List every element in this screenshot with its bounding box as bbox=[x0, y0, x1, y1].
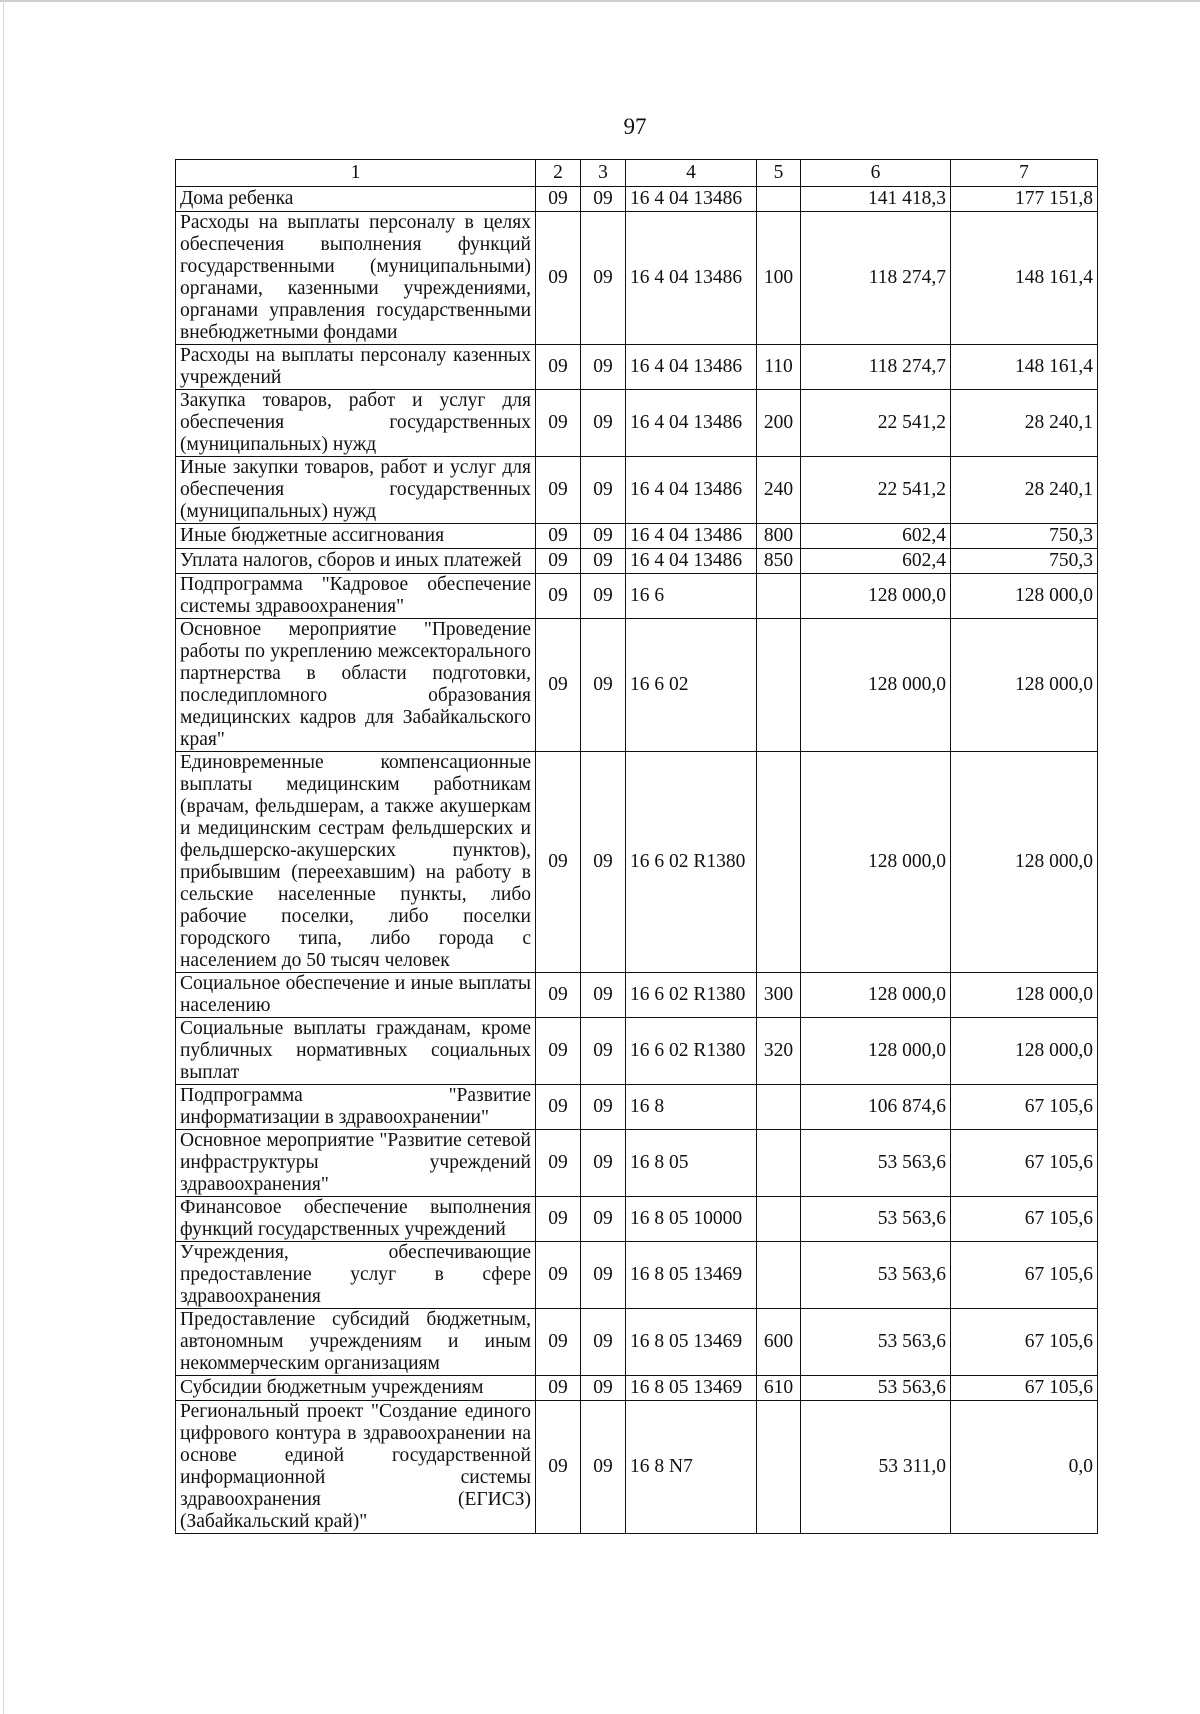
row-subsection-code: 09 bbox=[581, 549, 626, 574]
row-name: Предоставление субсидий бюджетным, автономным учреждениям и иным некоммерческим организациям bbox=[176, 1309, 536, 1376]
row-amount-year-2: 67 105,6 bbox=[951, 1130, 1098, 1197]
row-name: Единовременные компенсационные выплаты медицинским работникам (врачам, фельдшерам, а также акушеркам и медицинским сестрам фельдшерских и фельдшерско-акушерских пунктов), прибывшим (переехавшим) на работу в сельские населенные пункты, либо рабочие поселки, либо поселки городского типа, либо города с населением до 50 тысяч человек bbox=[176, 752, 536, 973]
row-amount-year-2: 67 105,6 bbox=[951, 1197, 1098, 1242]
row-target-code: 16 8 05 13469 bbox=[626, 1242, 757, 1309]
row-amount-year-1: 128 000,0 bbox=[801, 752, 951, 973]
table-row bbox=[176, 619, 1098, 752]
row-subsection-code: 09 bbox=[581, 619, 626, 752]
row-section-code: 09 bbox=[536, 524, 581, 549]
row-section-code: 09 bbox=[536, 1309, 581, 1376]
row-amount-year-2: 67 105,6 bbox=[951, 1309, 1098, 1376]
row-expense-type bbox=[757, 752, 801, 973]
row-section-code: 09 bbox=[536, 574, 581, 619]
row-expense-type bbox=[757, 187, 801, 212]
row-amount-year-1: 22 541,2 bbox=[801, 457, 951, 524]
table-row bbox=[176, 1130, 1098, 1197]
row-name: Основное мероприятие "Проведение работы по укреплению межсекторального партнерства в области подготовки, последипломного образования медицинских кадров для Забайкальского края" bbox=[176, 619, 536, 752]
row-amount-year-2: 128 000,0 bbox=[951, 973, 1098, 1018]
row-section-code: 09 bbox=[536, 1197, 581, 1242]
row-amount-year-1: 118 274,7 bbox=[801, 212, 951, 345]
header-col-4: 4 bbox=[626, 160, 757, 187]
row-section-code: 09 bbox=[536, 1018, 581, 1085]
row-target-code: 16 8 05 10000 bbox=[626, 1197, 757, 1242]
row-target-code: 16 4 04 13486 bbox=[626, 390, 757, 457]
table-row bbox=[176, 1376, 1098, 1401]
row-amount-year-2: 128 000,0 bbox=[951, 752, 1098, 973]
row-name: Закупка товаров, работ и услуг для обеспечения государственных (муниципальных) нужд bbox=[176, 390, 536, 457]
row-target-code: 16 4 04 13486 bbox=[626, 524, 757, 549]
table-row bbox=[176, 973, 1098, 1018]
row-name: Социальные выплаты гражданам, кроме публичных нормативных социальных выплат bbox=[176, 1018, 536, 1085]
row-name: Учреждения, обеспечивающие предоставление услуг в сфере здравоохранения bbox=[176, 1242, 536, 1309]
header-col-2: 2 bbox=[536, 160, 581, 187]
table-row bbox=[176, 1197, 1098, 1242]
header-col-1: 1 bbox=[176, 160, 536, 187]
row-subsection-code: 09 bbox=[581, 187, 626, 212]
row-subsection-code: 09 bbox=[581, 345, 626, 390]
row-target-code: 16 8 N7 bbox=[626, 1401, 757, 1534]
row-amount-year-2: 67 105,6 bbox=[951, 1242, 1098, 1309]
row-target-code: 16 4 04 13486 bbox=[626, 457, 757, 524]
row-subsection-code: 09 bbox=[581, 1242, 626, 1309]
row-name: Иные бюджетные ассигнования bbox=[176, 524, 536, 549]
budget-table bbox=[175, 159, 1098, 1534]
row-amount-year-2: 148 161,4 bbox=[951, 345, 1098, 390]
row-amount-year-1: 128 000,0 bbox=[801, 574, 951, 619]
row-target-code: 16 4 04 13486 bbox=[626, 212, 757, 345]
scan-edge-left bbox=[3, 0, 4, 1714]
row-target-code: 16 8 bbox=[626, 1085, 757, 1130]
table-row bbox=[176, 1085, 1098, 1130]
row-expense-type bbox=[757, 574, 801, 619]
table-row bbox=[176, 1309, 1098, 1376]
header-col-6: 6 bbox=[801, 160, 951, 187]
row-amount-year-1: 53 563,6 bbox=[801, 1130, 951, 1197]
row-section-code: 09 bbox=[536, 390, 581, 457]
row-section-code: 09 bbox=[536, 752, 581, 973]
row-amount-year-2: 128 000,0 bbox=[951, 574, 1098, 619]
row-subsection-code: 09 bbox=[581, 1130, 626, 1197]
row-amount-year-1: 53 563,6 bbox=[801, 1376, 951, 1401]
table-row bbox=[176, 1018, 1098, 1085]
row-target-code: 16 4 04 13486 bbox=[626, 345, 757, 390]
row-subsection-code: 09 bbox=[581, 524, 626, 549]
row-name: Финансовое обеспечение выполнения функций государственных учреждений bbox=[176, 1197, 536, 1242]
row-amount-year-1: 53 563,6 bbox=[801, 1197, 951, 1242]
row-name: Иные закупки товаров, работ и услуг для обеспечения государственных (муниципальных) нужд bbox=[176, 457, 536, 524]
row-amount-year-1: 128 000,0 bbox=[801, 619, 951, 752]
row-name: Субсидии бюджетным учреждениям bbox=[176, 1376, 536, 1401]
row-name: Подпрограмма "Развитие информатизации в здравоохранении" bbox=[176, 1085, 536, 1130]
row-target-code: 16 6 02 R1380 bbox=[626, 1018, 757, 1085]
table-row bbox=[176, 187, 1098, 212]
table-row bbox=[176, 212, 1098, 345]
row-expense-type: 610 bbox=[757, 1376, 801, 1401]
table-body bbox=[176, 187, 1098, 1534]
row-name: Региональный проект "Создание единого цифрового контура в здравоохранении на основе единой государственной информационной системы здравоохранения (ЕГИСЗ) (Забайкальский край)" bbox=[176, 1401, 536, 1534]
row-expense-type: 200 bbox=[757, 390, 801, 457]
table-row bbox=[176, 390, 1098, 457]
row-name: Социальное обеспечение и иные выплаты населению bbox=[176, 973, 536, 1018]
row-name: Расходы на выплаты персоналу в целях обеспечения выполнения функций государственными (муниципальными) органами, казенными учреждениями, органами управления государственными внебюджетными фондами bbox=[176, 212, 536, 345]
row-subsection-code: 09 bbox=[581, 973, 626, 1018]
row-expense-type: 600 bbox=[757, 1309, 801, 1376]
row-expense-type: 100 bbox=[757, 212, 801, 345]
row-amount-year-2: 750,3 bbox=[951, 549, 1098, 574]
row-amount-year-2: 128 000,0 bbox=[951, 1018, 1098, 1085]
row-target-code: 16 6 02 bbox=[626, 619, 757, 752]
row-section-code: 09 bbox=[536, 212, 581, 345]
table-row bbox=[176, 345, 1098, 390]
row-section-code: 09 bbox=[536, 619, 581, 752]
header-col-3: 3 bbox=[581, 160, 626, 187]
row-subsection-code: 09 bbox=[581, 574, 626, 619]
row-amount-year-2: 67 105,6 bbox=[951, 1085, 1098, 1130]
header-row bbox=[176, 160, 1098, 187]
row-subsection-code: 09 bbox=[581, 752, 626, 973]
row-amount-year-1: 53 311,0 bbox=[801, 1401, 951, 1534]
header-col-5: 5 bbox=[757, 160, 801, 187]
row-target-code: 16 8 05 13469 bbox=[626, 1309, 757, 1376]
row-section-code: 09 bbox=[536, 1401, 581, 1534]
row-subsection-code: 09 bbox=[581, 1018, 626, 1085]
row-amount-year-1: 141 418,3 bbox=[801, 187, 951, 212]
row-section-code: 09 bbox=[536, 549, 581, 574]
row-subsection-code: 09 bbox=[581, 1376, 626, 1401]
table-row bbox=[176, 524, 1098, 549]
row-expense-type bbox=[757, 1197, 801, 1242]
row-amount-year-1: 128 000,0 bbox=[801, 1018, 951, 1085]
row-name: Уплата налогов, сборов и иных платежей bbox=[176, 549, 536, 574]
row-amount-year-2: 750,3 bbox=[951, 524, 1098, 549]
row-name: Основное мероприятие "Развитие сетевой инфраструктуры учреждений здравоохранения" bbox=[176, 1130, 536, 1197]
row-amount-year-2: 148 161,4 bbox=[951, 212, 1098, 345]
row-section-code: 09 bbox=[536, 1376, 581, 1401]
table-row bbox=[176, 457, 1098, 524]
row-target-code: 16 8 05 bbox=[626, 1130, 757, 1197]
row-section-code: 09 bbox=[536, 187, 581, 212]
table-row bbox=[176, 574, 1098, 619]
page-number: 97 bbox=[623, 114, 647, 139]
row-target-code: 16 4 04 13486 bbox=[626, 549, 757, 574]
scan-edge-top bbox=[0, 0, 1200, 2]
row-target-code: 16 6 bbox=[626, 574, 757, 619]
row-subsection-code: 09 bbox=[581, 1401, 626, 1534]
row-name: Дома ребенка bbox=[176, 187, 536, 212]
row-expense-type: 850 bbox=[757, 549, 801, 574]
row-expense-type: 110 bbox=[757, 345, 801, 390]
header-col-7: 7 bbox=[951, 160, 1098, 187]
row-name: Подпрограмма "Кадровое обеспечение системы здравоохранения" bbox=[176, 574, 536, 619]
row-expense-type: 300 bbox=[757, 973, 801, 1018]
row-target-code: 16 6 02 R1380 bbox=[626, 752, 757, 973]
row-expense-type bbox=[757, 1085, 801, 1130]
row-expense-type: 800 bbox=[757, 524, 801, 549]
row-amount-year-1: 118 274,7 bbox=[801, 345, 951, 390]
row-expense-type bbox=[757, 1242, 801, 1309]
row-subsection-code: 09 bbox=[581, 1197, 626, 1242]
row-expense-type: 240 bbox=[757, 457, 801, 524]
row-amount-year-1: 53 563,6 bbox=[801, 1242, 951, 1309]
row-amount-year-2: 67 105,6 bbox=[951, 1376, 1098, 1401]
row-amount-year-2: 177 151,8 bbox=[951, 187, 1098, 212]
row-section-code: 09 bbox=[536, 1085, 581, 1130]
row-amount-year-2: 28 240,1 bbox=[951, 390, 1098, 457]
row-amount-year-1: 106 874,6 bbox=[801, 1085, 951, 1130]
table-row bbox=[176, 1242, 1098, 1309]
row-section-code: 09 bbox=[536, 345, 581, 390]
row-target-code: 16 6 02 R1380 bbox=[626, 973, 757, 1018]
row-subsection-code: 09 bbox=[581, 212, 626, 345]
row-section-code: 09 bbox=[536, 457, 581, 524]
row-target-code: 16 4 04 13486 bbox=[626, 187, 757, 212]
row-expense-type bbox=[757, 1130, 801, 1197]
row-target-code: 16 8 05 13469 bbox=[626, 1376, 757, 1401]
row-name: Расходы на выплаты персоналу казенных учреждений bbox=[176, 345, 536, 390]
table-row bbox=[176, 549, 1098, 574]
table-row bbox=[176, 752, 1098, 973]
row-section-code: 09 bbox=[536, 973, 581, 1018]
row-expense-type bbox=[757, 1401, 801, 1534]
row-amount-year-1: 22 541,2 bbox=[801, 390, 951, 457]
row-subsection-code: 09 bbox=[581, 457, 626, 524]
row-amount-year-2: 128 000,0 bbox=[951, 619, 1098, 752]
row-amount-year-1: 53 563,6 bbox=[801, 1309, 951, 1376]
row-amount-year-2: 28 240,1 bbox=[951, 457, 1098, 524]
row-amount-year-1: 602,4 bbox=[801, 549, 951, 574]
row-section-code: 09 bbox=[536, 1130, 581, 1197]
row-expense-type: 320 bbox=[757, 1018, 801, 1085]
row-subsection-code: 09 bbox=[581, 1309, 626, 1376]
row-amount-year-1: 128 000,0 bbox=[801, 973, 951, 1018]
row-expense-type bbox=[757, 619, 801, 752]
row-subsection-code: 09 bbox=[581, 390, 626, 457]
table-row bbox=[176, 1401, 1098, 1534]
row-amount-year-1: 602,4 bbox=[801, 524, 951, 549]
row-section-code: 09 bbox=[536, 1242, 581, 1309]
row-amount-year-2: 0,0 bbox=[951, 1401, 1098, 1534]
row-subsection-code: 09 bbox=[581, 1085, 626, 1130]
